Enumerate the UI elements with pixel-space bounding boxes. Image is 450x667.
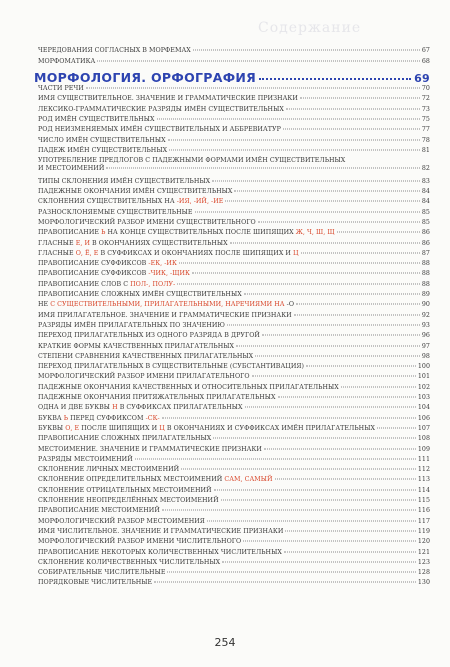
entry-text: ЧИСЛО ИМЁН СУЩЕСТВИТЕЛЬНЫХ — [38, 136, 166, 144]
toc-entry[interactable] — [38, 219, 430, 227]
ghost-heading: Содержание — [258, 20, 362, 36]
highlight-text: ПОЛ-, ПОЛУ- — [130, 280, 176, 288]
toc-entry[interactable] — [38, 466, 430, 474]
entry-title — [38, 157, 345, 165]
entry-text: ПАДЕЖНЫЕ ОКОНЧАНИЯ ИМЁН СУЩЕСТВИТЕЛЬНЫХ — [38, 188, 233, 195]
entry-page: 109 — [417, 445, 430, 453]
entry-page: 111 — [417, 455, 430, 463]
entry-text: НА КОНЦЕ СУЩЕСТВИТЕЛЬНЫХ ПОСЛЕ ШИПЯЩИХ — [105, 229, 296, 237]
entry-text: МОРФОМАТИКА — [38, 58, 96, 65]
entry-page: 130 — [417, 579, 430, 587]
toc-entry[interactable] — [38, 270, 430, 278]
toc-entry[interactable] — [38, 353, 430, 361]
toc-entry[interactable] — [38, 446, 430, 454]
highlight-text: Ц — [159, 424, 165, 432]
entry-page: 75 — [421, 115, 430, 123]
highlight-text: Ц — [293, 249, 299, 257]
highlight-text: О, Е — [65, 424, 80, 432]
entry-title — [38, 106, 284, 114]
entry-title — [38, 250, 299, 258]
entry-page: 97 — [421, 342, 430, 350]
leader-dots — [157, 118, 420, 119]
toc-entry[interactable] — [38, 579, 430, 587]
entry-text: БУКВА — [38, 414, 64, 422]
entry-title — [38, 446, 262, 454]
entry-page: 102 — [417, 383, 430, 391]
leader-dots — [207, 520, 416, 521]
entry-title — [38, 147, 167, 155]
entry-text: ЧАСТИ РЕЧИ — [38, 85, 84, 92]
entry-page: 88 — [421, 270, 430, 278]
highlight-text: -СК- — [145, 414, 160, 422]
entry-page: 98 — [421, 352, 430, 360]
entry-title — [38, 384, 339, 392]
entry-text: В ОКОНЧАНИЯХ И СУФФИКСАХ ИМЁН ПРИЛАГАТЕЛЬНЫХ — [164, 424, 375, 432]
entry-page: 121 — [417, 548, 430, 556]
leader-dots — [278, 397, 416, 398]
toc-entry[interactable] — [38, 363, 430, 371]
leader-dots — [294, 314, 420, 315]
toc-entry[interactable] — [38, 198, 430, 206]
section-heading — [34, 70, 430, 85]
entry-text: И МЕСТОИМЕНИЙ — [38, 165, 105, 173]
entry-text: ЧЕРЕДОВАНИЯ СОГЛАСНЫХ В МОРФЕМАХ — [38, 47, 191, 54]
entry-title — [38, 178, 210, 186]
entry-page: 85 — [421, 208, 430, 216]
section-page: 69 — [414, 72, 430, 85]
entry-text: ПЕРЕД СУФФИКСОМ — [68, 414, 146, 422]
highlight-text: Ь — [101, 229, 106, 237]
toc-entry[interactable] — [38, 559, 430, 567]
leader-dots — [234, 191, 419, 192]
entry-page: 100 — [417, 363, 430, 371]
entry-text: ЛЕКСИКО-ГРАММАТИЧЕСКИЕ РАЗРЯДЫ ИМЁН СУЩЕСТВИТЕЛЬНЫХ — [38, 105, 284, 113]
toc-entry[interactable] — [38, 538, 430, 546]
leader-dots — [244, 294, 420, 295]
leader-dots — [284, 551, 416, 552]
toc-entry[interactable] — [38, 260, 430, 268]
leader-dots — [167, 572, 415, 573]
leader-dots — [221, 500, 416, 501]
toc-entry[interactable] — [38, 47, 430, 55]
entry-title — [38, 137, 166, 145]
leader-dots — [259, 78, 411, 80]
entry-title — [38, 466, 179, 474]
leader-dots — [97, 61, 420, 62]
toc-entry[interactable] — [38, 384, 430, 392]
entry-page: 104 — [417, 404, 430, 412]
entry-page: 108 — [417, 435, 430, 443]
entry-page: 117 — [417, 517, 430, 525]
toc-entry[interactable] — [38, 312, 430, 320]
entry-title — [38, 301, 294, 309]
entry-text: ПАДЕЖ ИМЁН СУЩЕСТВИТЕЛЬНЫХ — [38, 146, 168, 154]
toc-entry[interactable] — [38, 425, 430, 433]
leader-dots — [255, 355, 420, 356]
entry-title — [38, 198, 223, 206]
entry-text: ПРАВОПИСАНИЕ СУФФИКСОВ — [38, 260, 149, 268]
entry-page: 128 — [417, 569, 430, 577]
entry-title — [38, 425, 375, 433]
entry-page: 70 — [421, 85, 430, 92]
leader-dots — [135, 458, 416, 459]
entry-text: СОБИРАТЕЛЬНЫЕ ЧИСЛИТЕЛЬНЫЕ — [38, 569, 166, 577]
entry-title — [38, 85, 84, 93]
leader-dots — [275, 479, 416, 480]
toc-entry[interactable] — [38, 507, 430, 515]
leader-dots — [214, 489, 416, 490]
entry-page: 67 — [421, 47, 430, 54]
entry-title — [38, 487, 212, 495]
entry-text: МЕСТОИМЕНИЕ. ЗНАЧЕНИЕ И ГРАММАТИЧЕСКИЕ ПРИЗНАКИ — [38, 445, 262, 453]
highlight-text: -ИЯ, -ИЙ, -ИЕ — [176, 198, 224, 206]
entry-text: ПРАВОПИСАНИЕ СЛОЖНЫХ ПРИЛАГАТЕЛЬНЫХ — [38, 435, 212, 443]
entry-page: 116 — [417, 507, 430, 515]
leader-dots — [337, 232, 420, 233]
leader-dots — [181, 469, 416, 470]
entry-title — [38, 404, 243, 412]
entry-text: ПАДЕЖНЫЕ ОКОНЧАНИЯ КАЧЕСТВЕННЫХ И ОТНОСИТЕЛЬНЫХ ПРИЛАГАТЕЛЬНЫХ — [38, 383, 339, 391]
entry-text: СКЛОНЕНИЕ ОТРИЦАТЕЛЬНЫХ МЕСТОИМЕНИЙ — [38, 486, 212, 494]
entry-page: 119 — [417, 527, 430, 535]
entry-text: СКЛОНЕНИЕ КОЛИЧЕСТВЕННЫХ ЧИСЛИТЕЛЬНЫХ — [38, 558, 221, 566]
entry-page: 81 — [421, 146, 430, 154]
leader-dots — [243, 541, 416, 542]
entry-text: ГЛАСНЫЕ — [38, 239, 76, 247]
entry-title — [38, 353, 253, 361]
entry-text: БУКВЫ — [38, 424, 66, 432]
entry-page: 96 — [421, 332, 430, 340]
entry-text: ИМЯ ЧИСЛИТЕЛЬНОЕ. ЗНАЧЕНИЕ И ГРАММАТИЧЕСКИЕ ПРИЗНАКИ — [38, 527, 284, 535]
entry-page: 113 — [417, 476, 430, 484]
toc-entry[interactable] — [38, 250, 430, 258]
highlight-text: -ЧИК, -ЩИК — [148, 270, 190, 278]
entry-text: ПОСЛЕ ШИПЯЩИХ И — [79, 424, 160, 432]
toc-entry[interactable] — [38, 343, 430, 351]
entry-page: 106 — [417, 414, 430, 422]
entry-page: 82 — [421, 165, 430, 173]
leader-dots — [169, 149, 420, 150]
entry-text: УПОТРЕБЛЕНИЕ ПРЕДЛОГОВ С ПАДЕЖНЫМИ ФОРМАМИ ИМЁН СУЩЕСТВИТЕЛЬНЫХ — [38, 157, 346, 165]
leader-dots — [377, 427, 416, 428]
entry-title — [38, 270, 190, 278]
toc-entry[interactable] — [38, 178, 430, 186]
entry-text: РАЗРЯДЫ МЕСТОИМЕНИЙ — [38, 455, 133, 463]
toc-entry[interactable] — [38, 58, 430, 66]
leader-dots — [154, 582, 416, 583]
leader-dots — [296, 304, 420, 305]
toc-entry[interactable] — [38, 404, 430, 412]
highlight-text: Ж, Ч, Ш, Щ — [295, 229, 335, 237]
entry-title — [38, 188, 232, 196]
toc-entry[interactable] — [38, 95, 430, 103]
toc-entry[interactable] — [38, 209, 430, 217]
entry-text: СТЕПЕНИ СРАВНЕНИЯ КАЧЕСТВЕННЫХ ПРИЛАГАТЕЛЬНЫХ — [38, 352, 254, 360]
entry-page: 90 — [421, 301, 430, 309]
entry-title — [38, 507, 160, 515]
entry-title — [38, 528, 283, 536]
highlight-text: САМ, САМЫЙ — [224, 476, 273, 484]
leader-dots — [258, 221, 420, 222]
toc-entry[interactable] — [38, 116, 430, 124]
toc-entry[interactable] — [38, 126, 430, 134]
entry-title — [38, 281, 175, 289]
entry-page: 85 — [421, 218, 430, 226]
entry-text: МОРФОЛОГИЧЕСКИЙ РАЗБОР ИМЕНИ ПРИЛАГАТЕЛЬНОГО — [38, 373, 250, 381]
entry-text: СКЛОНЕНИЕ ЛИЧНЫХ МЕСТОИМЕНИЙ — [38, 466, 180, 474]
leader-dots — [179, 263, 420, 264]
leader-dots — [283, 129, 420, 130]
toc-entry[interactable] — [38, 240, 430, 248]
entry-page: 68 — [421, 58, 430, 65]
entry-text: В СУФФИКСАХ И ОКОНЧАНИЯХ ПОСЛЕ ШИПЯЩИХ И — [98, 249, 294, 257]
toc-entry[interactable] — [38, 322, 430, 330]
entry-page: 112 — [417, 466, 430, 474]
entry-page: 114 — [417, 486, 430, 494]
toc-entry[interactable] — [38, 301, 430, 309]
leader-dots — [245, 407, 416, 408]
entry-text: РАЗРЯДЫ ИМЁН ПРИЛАГАТЕЛЬНЫХ ПО ЗНАЧЕНИЮ — [38, 321, 225, 329]
entry-text: ПРАВОПИСАНИЕ МЕСТОИМЕНИЙ — [38, 507, 160, 515]
entry-text: СКЛОНЕНИЯ СУЩЕСТВИТЕЛЬНЫХ НА — [38, 198, 177, 206]
entry-title — [38, 415, 160, 423]
leader-dots — [195, 211, 420, 212]
entry-title — [38, 497, 219, 505]
leader-dots — [285, 530, 415, 531]
leader-dots — [262, 335, 420, 336]
entry-title — [38, 240, 228, 248]
entry-title — [38, 456, 133, 464]
entry-text: ПЕРЕХОД ПРИЛАГАТЕЛЬНЫХ ИЗ ОДНОГО РАЗРЯДА В ДРУГОЙ — [38, 332, 260, 340]
toc-entry[interactable] — [38, 476, 430, 484]
entry-page: 107 — [417, 424, 430, 432]
leader-dots — [86, 88, 420, 89]
entry-text: РОД ИМЁН СУЩЕСТВИТЕЛЬНЫХ — [38, 115, 155, 123]
leader-dots — [301, 252, 420, 253]
entry-text: ПРАВОПИСАНИЕ НЕКОТОРЫХ КОЛИЧЕСТВЕННЫХ ЧИСЛИТЕЛЬНЫХ — [38, 548, 282, 556]
entry-page: 88 — [421, 280, 430, 288]
entry-page: 86 — [421, 239, 430, 247]
entry-text: СКЛОНЕНИЕ НЕОПРЕДЕЛЁННЫХ МЕСТОИМЕНИЙ — [38, 497, 219, 504]
entry-text: ПОРЯДКОВЫЕ ЧИСЛИТЕЛЬНЫЕ — [38, 579, 153, 587]
entry-text: РАЗНОСКЛОНЯЕМЫЕ СУЩЕСТВИТЕЛЬНЫЕ — [38, 208, 193, 216]
entry-text: ТИПЫ СКЛОНЕНИЯ ИМЁН СУЩЕСТВИТЕЛЬНЫХ — [38, 177, 211, 185]
entry-text: СКЛОНЕНИЕ ОПРЕДЕЛИТЕЛЬНЫХ МЕСТОИМЕНИЙ — [38, 476, 225, 484]
highlight-text: О, Ё, Е — [75, 249, 99, 257]
entry-text: В ОКОНЧАНИЯХ СУЩЕСТВИТЕЛЬНЫХ — [90, 239, 228, 247]
entry-title — [38, 343, 234, 351]
entry-text: ПЕРЕХОД ПРИЛАГАТЕЛЬНЫХ В СУЩЕСТВИТЕЛЬНЫЕ (СУБСТАНТИВАЦИЯ) — [38, 363, 305, 371]
toc-entry[interactable] — [38, 569, 430, 577]
entry-page: 86 — [421, 229, 430, 237]
toc-entry[interactable] — [38, 518, 430, 526]
entry-title — [38, 47, 191, 55]
entry-title — [38, 209, 193, 217]
highlight-text: Ь — [63, 414, 69, 422]
highlight-text: -ЕК, -ИК — [148, 260, 177, 268]
leader-dots — [286, 108, 420, 109]
page-number: 254 — [214, 636, 236, 649]
entry-page: 123 — [417, 558, 430, 566]
toc-entry[interactable] — [38, 415, 430, 423]
toc-entry[interactable] — [38, 394, 430, 402]
leader-dots — [212, 180, 420, 181]
leader-dots — [227, 324, 420, 325]
leader-dots — [236, 345, 420, 346]
leader-dots — [225, 201, 419, 202]
toc-entry[interactable] — [38, 188, 430, 196]
entry-text: ПРАВОПИСАНИЕ — [38, 229, 102, 237]
toc-entry[interactable] — [38, 281, 430, 289]
toc-entry[interactable] — [38, 147, 430, 155]
entry-title — [38, 435, 211, 443]
toc-entry[interactable] — [38, 291, 430, 299]
leader-dots — [168, 139, 420, 140]
entry-page: 84 — [421, 188, 430, 195]
entry-text: ОДНА И ДВЕ БУКВЫ — [38, 404, 113, 412]
toc-entry[interactable] — [38, 157, 430, 173]
entry-text: КРАТКИЕ ФОРМЫ КАЧЕСТВЕННЫХ ПРИЛАГАТЕЛЬНЫХ — [38, 342, 235, 350]
entry-title — [38, 219, 256, 227]
leader-dots — [230, 242, 420, 243]
entry-page: 115 — [417, 497, 430, 504]
entry-text: В СУФФИКСАХ ПРИЛАГАТЕЛЬНЫХ — [117, 404, 243, 412]
leader-dots — [341, 386, 416, 387]
toc-entry[interactable] — [38, 229, 430, 237]
entry-text: ПРАВОПИСАНИЕ СЛОВ С — [38, 280, 131, 288]
entry-title — [38, 559, 220, 567]
entry-text: ГЛАСНЫЕ — [38, 249, 76, 257]
highlight-text: Е, И — [75, 239, 90, 247]
entry-page: 78 — [421, 136, 430, 144]
entry-title — [38, 538, 241, 546]
entry-page: 92 — [421, 311, 430, 319]
entry-text: РОД НЕИЗМЕНЯЕМЫХ ИМЁН СУЩЕСТВИТЕЛЬНЫХ И АББРЕВИАТУР — [38, 126, 281, 134]
leader-dots — [306, 366, 416, 367]
entry-title — [38, 322, 225, 330]
toc-entry[interactable] — [38, 435, 430, 443]
entry-title — [38, 260, 177, 268]
entry-title — [38, 95, 298, 103]
entry-page: 73 — [421, 105, 430, 113]
entry-title — [38, 116, 155, 124]
entry-page: 84 — [421, 198, 430, 206]
toc-entry[interactable] — [38, 85, 430, 93]
entry-title — [38, 373, 250, 381]
entry-text: -О — [286, 301, 295, 309]
leader-dots — [162, 510, 416, 511]
entry-title — [38, 58, 95, 66]
entry-page: 89 — [421, 291, 430, 298]
toc-entry[interactable] — [38, 137, 430, 145]
toc-entry[interactable] — [38, 487, 430, 495]
entry-title — [38, 579, 152, 587]
entry-page: 77 — [421, 126, 430, 134]
entry-page: 87 — [421, 249, 430, 257]
leader-dots — [177, 283, 420, 284]
entry-text: ПАДЕЖНЫЕ ОКОНЧАНИЯ ПРИТЯЖАТЕЛЬНЫХ ПРИЛАГАТЕЛЬНЫХ — [38, 394, 276, 401]
entry-title — [38, 332, 260, 340]
entry-page: 72 — [421, 95, 430, 103]
entry-title — [38, 549, 282, 557]
entry-page: 83 — [421, 177, 430, 185]
toc-entry[interactable] — [38, 106, 430, 114]
entry-text: ИМЯ ПРИЛАГАТЕЛЬНОЕ. ЗНАЧЕНИЕ И ГРАММАТИЧЕСКИЕ ПРИЗНАКИ — [38, 311, 292, 319]
entry-page: 101 — [417, 373, 430, 381]
entry-text: МОРФОЛОГИЧЕСКИЙ РАЗБОР ИМЕНИ ЧИСЛИТЕЛЬНОГО — [38, 538, 242, 546]
entry-page: 88 — [421, 260, 430, 268]
leader-dots — [264, 448, 416, 449]
toc-entry[interactable] — [38, 528, 430, 536]
leader-dots — [222, 561, 416, 562]
toc-entry[interactable] — [38, 456, 430, 464]
entry-title — [38, 363, 304, 371]
entry-text: МОРФОЛОГИЧЕСКИЙ РАЗБОР МЕСТОИМЕНИЯ — [38, 517, 205, 525]
leader-dots — [192, 273, 420, 274]
highlight-text: Н — [112, 404, 118, 412]
highlight-text: С СУЩЕСТВИТЕЛЬНЫМИ, ПРИЛАГАТЕЛЬНЫМИ, НАРЕЧИЯМИ НА — [48, 301, 287, 309]
entry-title — [38, 476, 273, 484]
entry-title — [38, 229, 335, 237]
entry-text: ИМЯ СУЩЕСТВИТЕЛЬНОЕ. ЗНАЧЕНИЕ И ГРАММАТИЧЕСКИЕ ПРИЗНАКИ — [38, 95, 298, 103]
entry-text: ПРАВОПИСАНИЕ СУФФИКСОВ — [38, 270, 149, 278]
entry-title — [38, 518, 205, 526]
entry-title — [38, 291, 242, 299]
section-title: МОРФОЛОГИЯ. ОРФОГРАФИЯ — [34, 70, 257, 85]
entry-title — [38, 126, 281, 134]
entry-title — [38, 569, 165, 577]
entry-text: ПРАВОПИСАНИЕ СЛОЖНЫХ ИМЁН СУЩЕСТВИТЕЛЬНЫХ — [38, 291, 242, 298]
leader-dots — [252, 376, 416, 377]
toc-entry[interactable] — [38, 497, 430, 505]
leader-dots — [162, 417, 416, 418]
leader-dots — [193, 50, 420, 51]
entry-page: 120 — [417, 538, 430, 546]
entry-text: МОРФОЛОГИЧЕСКИЙ РАЗБОР ИМЕНИ СУЩЕСТВИТЕЛЬНОГО — [38, 218, 256, 226]
toc-entry[interactable] — [38, 549, 430, 557]
entry-title — [38, 312, 292, 320]
toc-entry[interactable] — [38, 373, 430, 381]
entry-title-cont — [38, 165, 104, 173]
leader-dots — [300, 98, 420, 99]
toc-entry[interactable] — [38, 332, 430, 340]
leader-dots — [106, 168, 419, 169]
entry-title — [38, 394, 276, 402]
entry-page: 93 — [421, 321, 430, 329]
leader-dots — [213, 438, 416, 439]
entry-text: НЕ — [38, 301, 49, 309]
entry-page: 103 — [417, 394, 430, 401]
